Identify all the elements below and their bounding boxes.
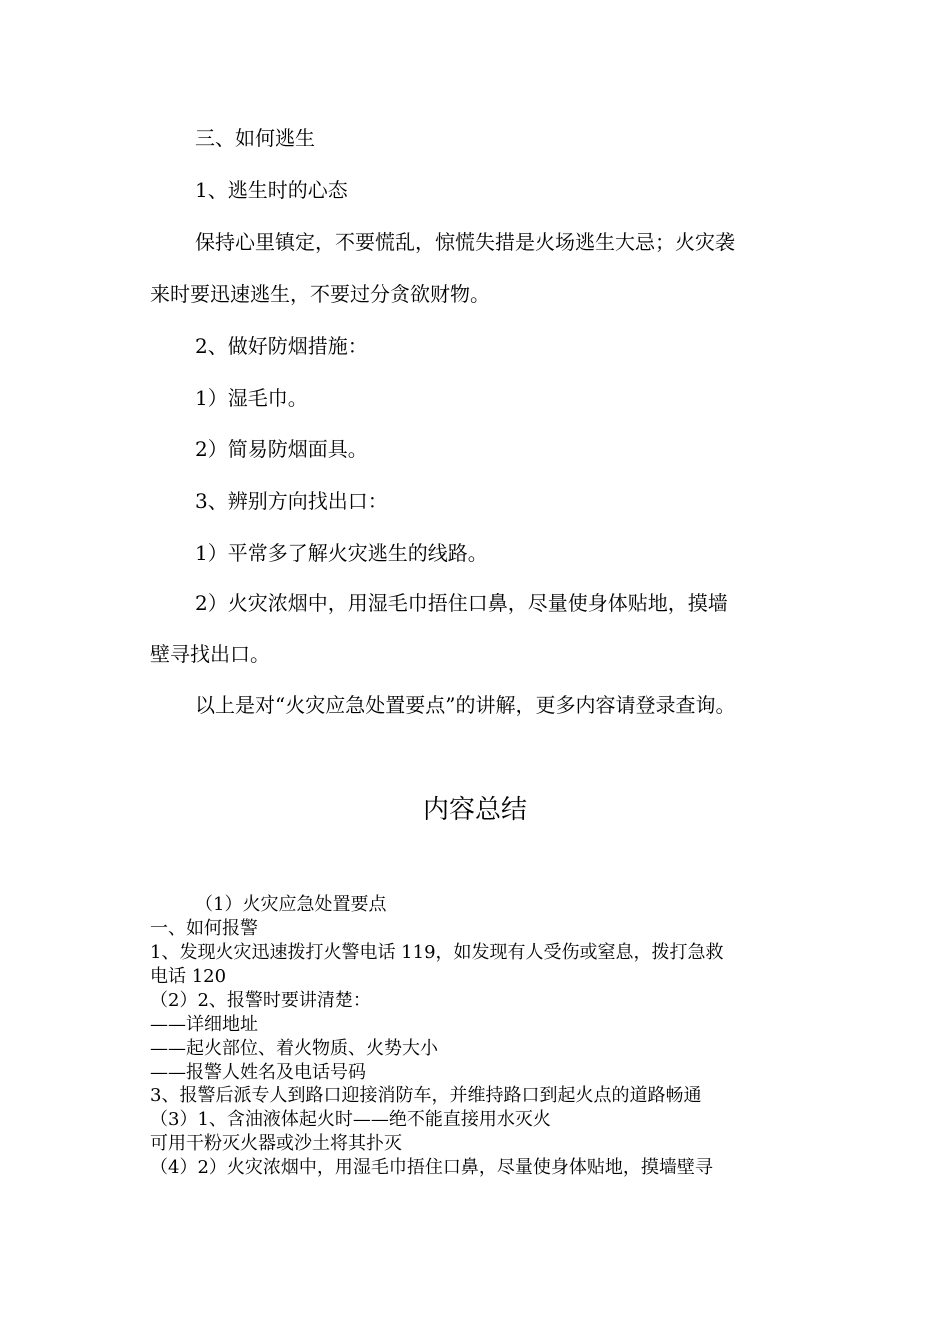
paragraph-mindset-line2: 来时要迅速逃生，不要过分贪欲财物。 <box>150 282 490 306</box>
list-item-dense-smoke-line1: 2）火灾浓烟中，用湿毛巾捂住口鼻，尽量使身体贴地，摸墙 <box>195 591 728 615</box>
summary-line: 1、发现火灾迅速拨打火警电话 119，如发现有人受伤或窒息，拨打急救 <box>150 942 724 963</box>
summary-line: （2）2、报警时要讲清楚： <box>150 990 371 1011</box>
list-item-dense-smoke-line2: 壁寻找出口。 <box>150 642 270 666</box>
summary-line: （4）2）火灾浓烟中，用湿毛巾捂住口鼻，尽量使身体贴地，摸墙壁寻 <box>150 1157 713 1178</box>
summary-line: （1）火灾应急处置要点 <box>195 894 387 915</box>
summary-line: 一、如何报警 <box>150 918 258 939</box>
subheading-smoke-protection: 2、做好防烟措施： <box>195 334 368 358</box>
summary-line: ——起火部位、着火物质、火势大小 <box>150 1038 438 1059</box>
list-item-escape-routes: 1）平常多了解火灾逃生的线路。 <box>195 541 488 565</box>
summary-line: 3、报警后派专人到路口迎接消防车，并维持路口到起火点的道路畅通 <box>150 1085 702 1106</box>
summary-line: （3）1、含油液体起火时——绝不能直接用水灭火 <box>150 1109 551 1130</box>
summary-line: ——详细地址 <box>150 1014 258 1035</box>
summary-line: 可用干粉灭火器或沙土将其扑灭 <box>150 1133 402 1154</box>
summary-line: 电话 120 <box>150 966 227 987</box>
closing-paragraph: 以上是对“火灾应急处置要点”的讲解，更多内容请登录查询。 <box>195 693 736 717</box>
summary-line: ——报警人姓名及电话号码 <box>150 1062 366 1083</box>
section-heading-escape: 三、如何逃生 <box>195 126 315 150</box>
subheading-find-exit: 3、辨别方向找出口： <box>195 489 388 513</box>
list-item-wet-towel: 1）湿毛巾。 <box>195 386 308 410</box>
summary-title: 内容总结 <box>422 795 527 825</box>
subheading-mindset: 1、逃生时的心态 <box>195 178 348 202</box>
paragraph-mindset-line1: 保持心里镇定，不要慌乱，惊慌失措是火场逃生大忌；火灾袭 <box>195 230 735 254</box>
list-item-smoke-mask: 2）简易防烟面具。 <box>195 437 368 461</box>
